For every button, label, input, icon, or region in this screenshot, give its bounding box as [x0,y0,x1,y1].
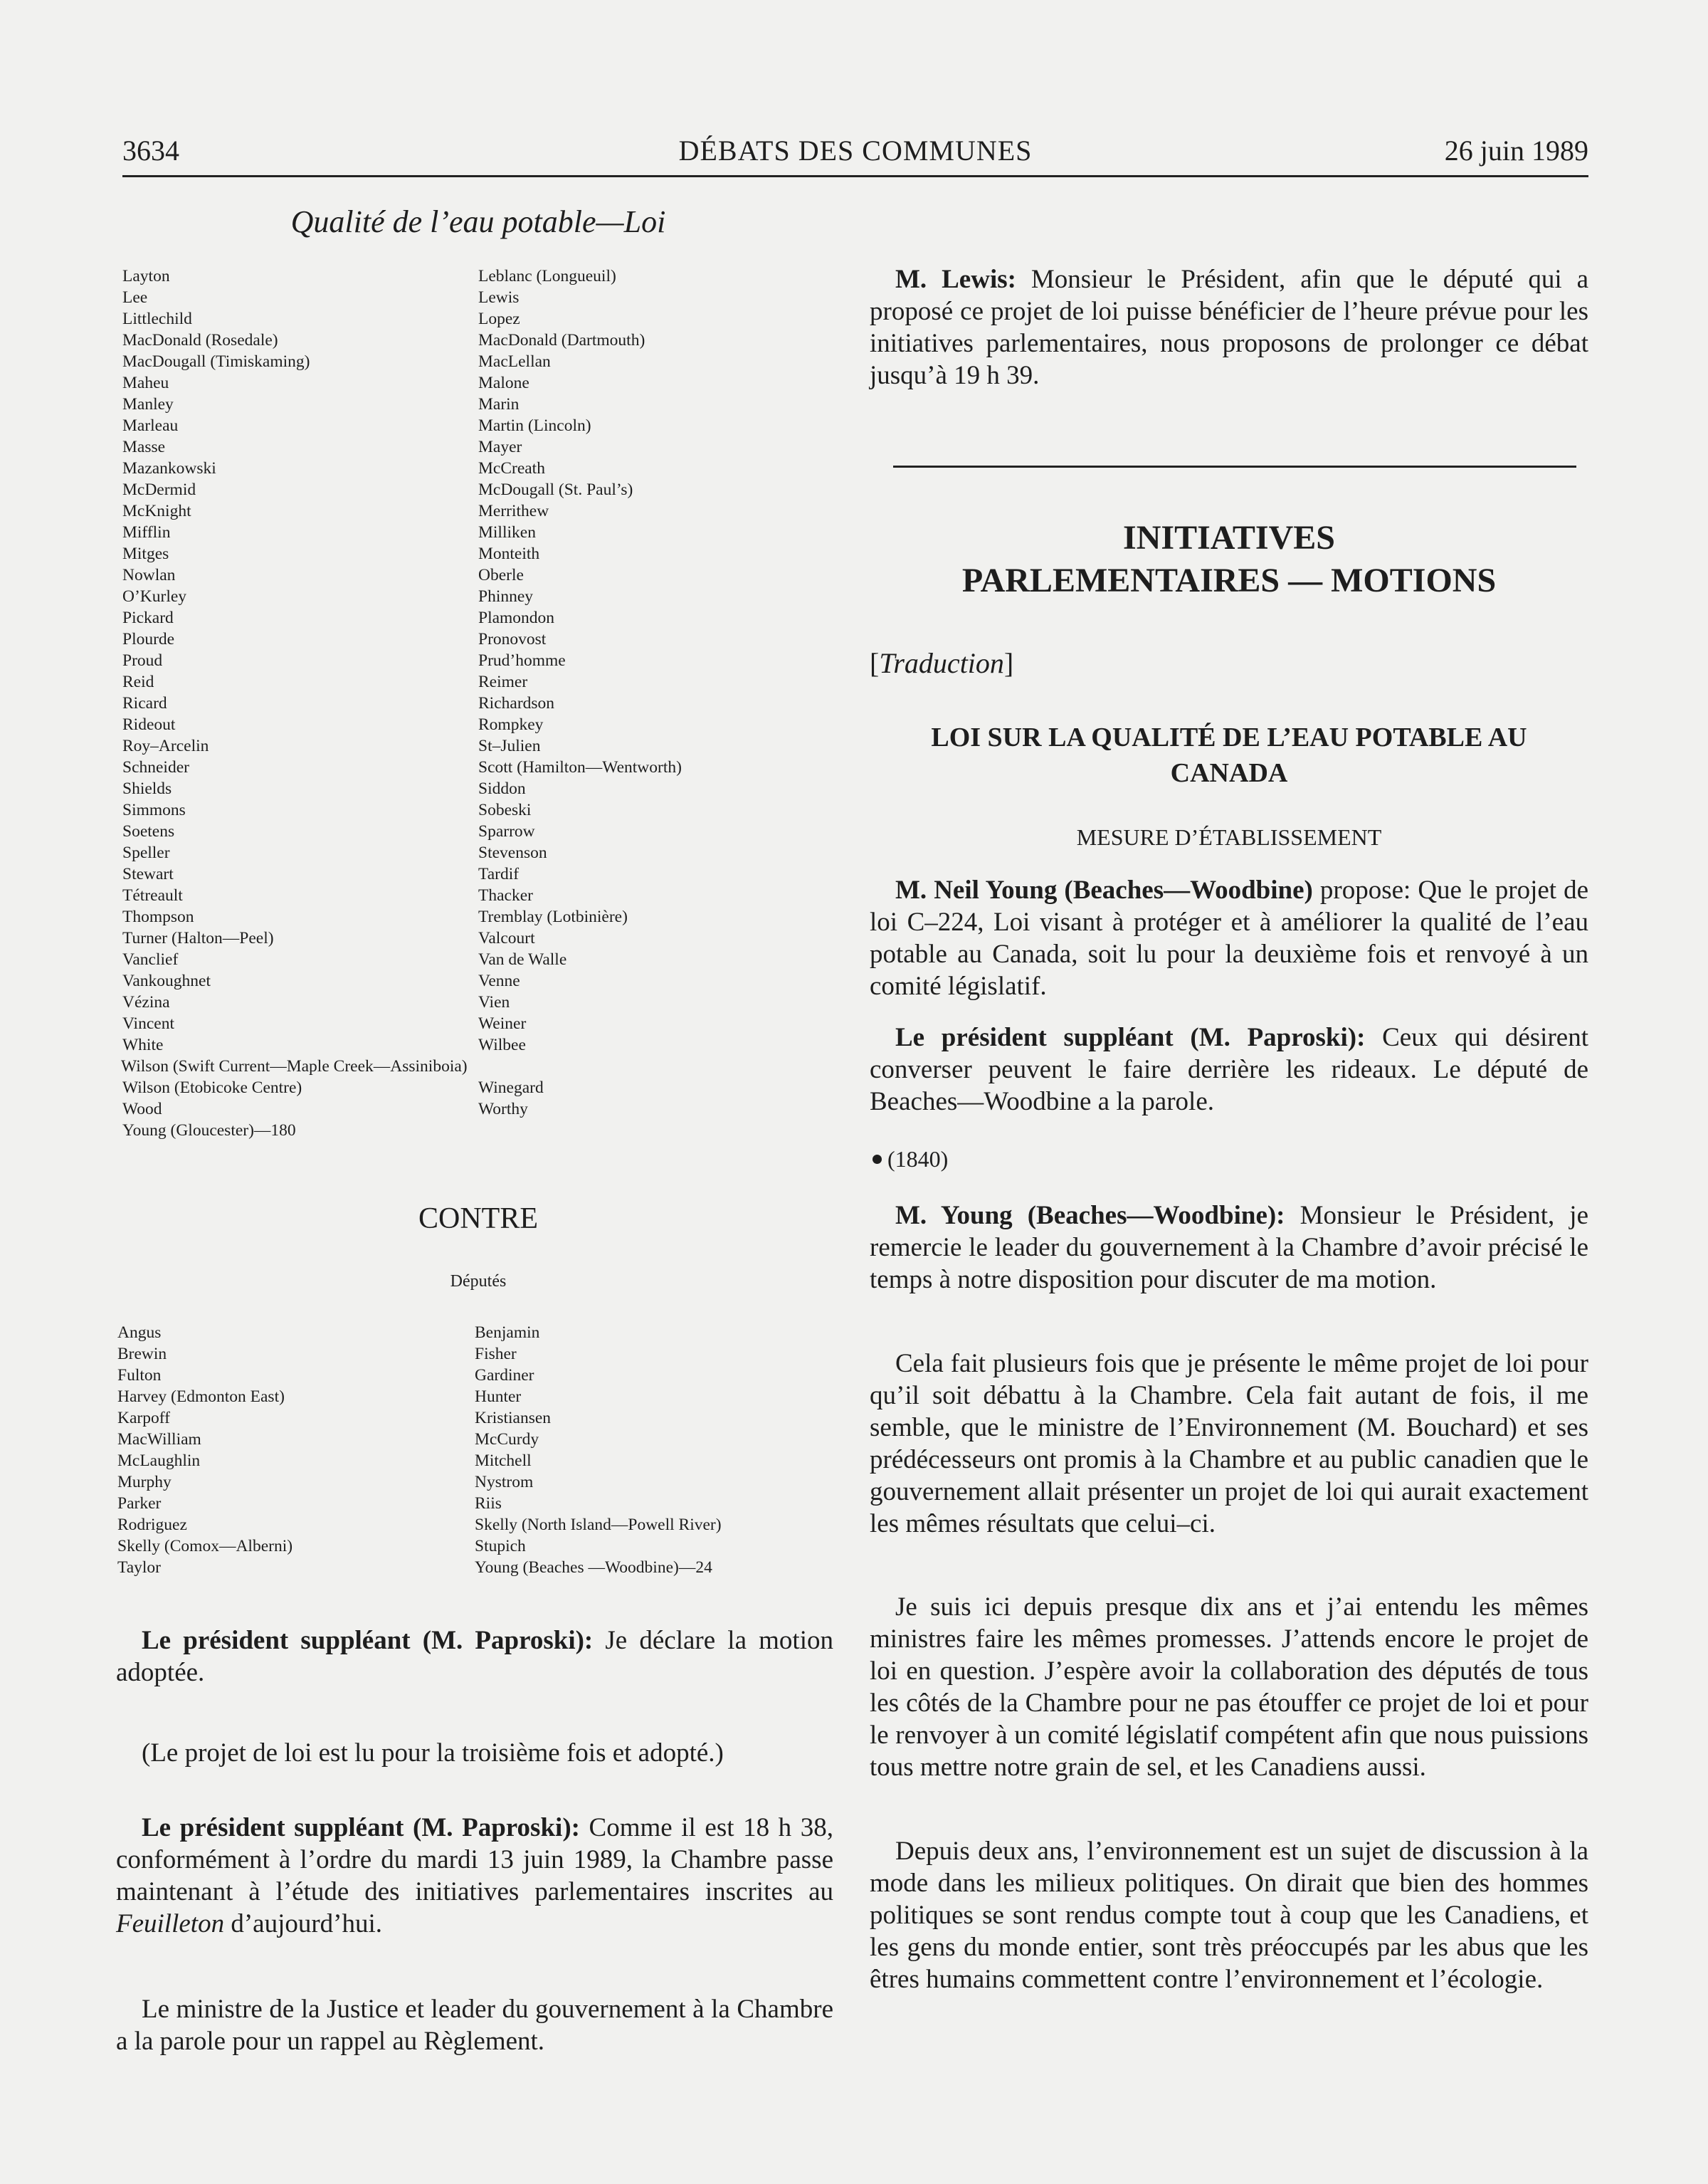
list-item: Nystrom [475,1473,534,1491]
speaker-name: M. Neil Young (Beaches—Woodbine) [895,876,1313,905]
header-rule [122,175,1588,177]
list-item: Stevenson [478,844,547,862]
list-item: Rideout [122,715,176,734]
list-item: Layton [122,267,170,285]
list-item: Richardson [478,694,555,713]
list-item: MacDonald (Rosedale) [122,331,278,350]
paragraph-several-times: Cela fait plusieurs fois que je présente le même projet de loi pour qu’il soit débattu à la Chambre. Cela fait autant de fois, il me semble, que le ministre de l’Environnement (M. Bouchard) et ses prédécesseurs ont promis à la Chambre et au public canadien que le gouvernement allait présenter un projet de loi qui aurait exactement les mêmes résultats que celui–ci. [870,1349,1588,1538]
list-item: Mitges [122,545,169,563]
paragraph-minister: Le ministre de la Justice et leader du gouvernement à la Chambre a la parole pour un rappel au Règlement. [116,1995,833,2056]
list-item: Harvey (Edmonton East) [117,1387,285,1406]
list-item: Reimer [478,673,528,691]
deputes-subheading: Députés [450,1272,507,1291]
list-item: Shields [122,779,172,798]
list-item: Lee [122,288,148,307]
contre-heading: CONTRE [418,1202,538,1235]
list-item: Karpoff [117,1409,170,1427]
list-item: Phinney [478,587,534,606]
list-item: Worthy [478,1100,528,1118]
list-item: Riis [475,1494,502,1513]
list-item: MacDougall (Timiskaming) [122,352,310,371]
page-header [122,134,1588,177]
pour-list-tail-column-2 [478,1077,544,1120]
paragraph-president: Le président suppléant (M. Paproski): Ceux qui désirent converser peuvent le faire derrière les rideaux. Le député de Beaches—Woodbine a la parole. [870,1023,1588,1116]
list-item: Sobeski [478,801,532,819]
list-item: St–Julien [478,737,541,755]
list-item: Young (Gloucester)—180 [122,1121,296,1140]
speaker-name: Le président suppléant (M. Paproski): [895,1023,1366,1052]
speaker-name: M. Young (Beaches—Woodbine): [895,1201,1285,1230]
contre-list-column-1 [117,1322,292,1578]
list-item: Pronovost [478,630,547,649]
list-item: Wilson (Etobicoke Centre) [122,1078,302,1097]
list-item: Marin [478,395,520,414]
translation-note: [Traduction] [870,647,1014,679]
list-item: Wilbee [478,1036,526,1054]
bill-title-line-2: CANADA [1170,758,1288,788]
list-item: Van de Walle [478,950,567,969]
list-item: Maheu [122,374,169,392]
list-item: Rompkey [478,715,544,734]
list-item: Mazankowski [122,459,216,478]
list-item: Weiner [478,1014,527,1033]
list-item: McDougall (St. Paul’s) [478,481,633,499]
list-item: Leblanc (Longueuil) [478,267,616,285]
list-item: Plourde [122,630,175,649]
list-item: Prud’homme [478,651,566,670]
list-item: Venne [478,972,520,990]
list-item: Young (Beaches —Woodbine)—24 [475,1558,712,1577]
list-item: Hunter [475,1387,522,1406]
list-item: Soetens [122,822,175,841]
list-item: Taylor [117,1558,161,1577]
list-item: Rodriguez [117,1516,187,1534]
list-item: Vankoughnet [122,972,211,990]
list-item: Oberle [478,566,524,584]
list-item: McLaughlin [117,1451,201,1470]
list-item: Gardiner [475,1366,534,1385]
pour-list-wide-entry [121,1056,468,1077]
list-item: Mifflin [122,523,171,542]
list-item: Kristiansen [475,1409,552,1427]
list-item: Martin (Lincoln) [478,416,591,435]
running-title: Qualité de l’eau potable—Loi [290,204,666,239]
list-item: Tardif [478,865,520,883]
paragraph-young-reply: M. Young (Beaches—Woodbine): Monsieur le Président, je remercie le leader du gouvernement à la Chambre d’avoir précisé le temps à notre disposition pour discuter de ma motion. [870,1201,1588,1294]
speaker-name: Le président suppléant (M. Paproski): [142,1626,594,1655]
list-item: Sparrow [478,822,535,841]
publication-title: DÉBATS DES COMMUNES [678,135,1033,167]
page-number: 3634 [122,135,179,167]
list-item: Reid [122,673,154,691]
list-item: Ricard [122,694,167,713]
list-item: Pickard [122,609,174,627]
list-item: Skelly (North Island—Powell River) [475,1516,722,1534]
list-item: Tremblay (Lotbinière) [478,908,628,926]
list-item: MacWilliam [117,1430,201,1449]
list-item: Manley [122,395,174,414]
measure-subheading: MESURE D’ÉTABLISSEMENT [1076,824,1382,850]
list-item: Winegard [478,1078,544,1097]
list-item: MacLellan [478,352,551,371]
list-item: Lewis [478,288,520,307]
list-item: Stewart [122,865,174,883]
paragraph-lewis: M. Lewis: Monsieur le Président, afin que le député qui a proposé ce projet de loi puisse bénéficier de l’heure prévue pour les initiatives parlementaires, nous proposons de prolonger ce débat jusqu’à 19 h 39. [870,265,1588,390]
list-item: Turner (Halton—Peel) [122,929,274,947]
list-item: Wood [122,1100,162,1118]
list-item: Mitchell [475,1451,532,1470]
list-item: McKnight [122,502,191,520]
list-item: Tétreault [122,886,183,905]
paragraph-young-motion: M. Neil Young (Beaches—Woodbine) propose: Que le projet de loi C–224, Loi visant à protéger et à améliorer la qualité de l’eau potable au Canada, soit lu pour la deuxième fois et renvoyé à un comité législatif. [870,876,1589,1001]
list-item: Siddon [478,779,526,798]
list-item: Plamondon [478,609,555,627]
list-item: Skelly (Comox—Alberni) [117,1537,293,1555]
list-item: Mayer [478,438,522,456]
paragraph-private-members: Le président suppléant (M. Paproski): Comme il est 18 h 38, conformément à l’ordre du mardi 13 juin 1989, la Chambre passe maintenant à l’étude des initiatives parlementaires inscrites au Feuilleton d’aujourd’hui. [116,1813,833,1938]
list-item: Marleau [122,416,179,435]
speaker-name: Le président suppléant (M. Paproski): [142,1813,580,1842]
list-item: Roy–Arcelin [122,737,209,755]
list-item: Vézina [122,993,170,1012]
list-item: Milliken [478,523,536,542]
list-item: Proud [122,651,163,670]
time-marker: (1840) [873,1146,948,1172]
list-item: McDermid [122,481,196,499]
section-heading-line-2: PARLEMENTAIRES — MOTIONS [961,562,1497,599]
list-item: Valcourt [478,929,535,947]
list-item: Monteith [478,545,540,563]
list-item: Thompson [122,908,194,926]
list-item: Malone [478,374,529,392]
pour-list-tail-column-1 [122,1077,302,1141]
pour-list-column-2 [478,266,682,1056]
bullet-icon [873,1155,882,1164]
list-item: Stupich [475,1537,526,1555]
list-item: McCreath [478,459,545,478]
list-item: Thacker [478,886,533,905]
list-item: Littlechild [122,310,192,328]
paragraph-third-reading: (Le projet de loi est lu pour la troisième fois et adopté.) [142,1738,724,1768]
list-item: Fisher [475,1345,517,1363]
paragraph-motion-adopted: Le président suppléant (M. Paproski): Je déclare la motion adoptée. [116,1626,833,1687]
list-item: Masse [122,438,166,456]
list-item: Brewin [117,1345,167,1363]
list-item: Speller [122,844,170,862]
list-item: Vien [478,993,510,1012]
contre-list-column-2 [475,1322,722,1578]
list-item: Vincent [122,1014,174,1033]
list-item: Simmons [122,801,186,819]
section-heading-line-1: INITIATIVES [1123,519,1335,557]
list-item: McCurdy [475,1430,539,1449]
publication-date: 26 juin 1989 [1444,135,1588,167]
list-item: Merrithew [478,502,549,520]
paragraph-ten-years: Je suis ici depuis presque dix ans et j’ai entendu les mêmes ministres faire les mêmes promesses. J’attends encore le projet de loi en question. J’espère avoir la collaboration des députés de tous les côtés de la Chambre pour ne pas étouffer ce projet de loi et pour le renvoyer à un comité législatif compétent afin que nous puissions tous mettre notre grain de sel, et les Canadiens aussi. [870,1592,1588,1782]
list-item: Angus [117,1323,162,1342]
list-item: Wilson (Swift Current—Maple Creek—Assiniboia) [121,1057,468,1076]
list-item: White [122,1036,164,1054]
list-item: Nowlan [122,566,176,584]
list-item: Lopez [478,310,520,328]
list-item: O’Kurley [122,587,187,606]
list-item: Fulton [117,1366,162,1385]
pour-list-column-1 [122,266,310,1056]
bill-title-line-1: LOI SUR LA QUALITÉ DE L’EAU POTABLE AU [931,723,1527,752]
list-item: Parker [117,1494,162,1513]
list-item: Murphy [117,1473,172,1491]
list-item: Benjamin [475,1323,540,1342]
list-item: MacDonald (Dartmouth) [478,331,645,350]
list-item: Scott (Hamilton—Wentworth) [478,758,682,777]
section-rule [893,466,1576,468]
list-item: Vanclief [122,950,179,969]
speaker-name: M. Lewis: [895,265,1016,294]
paragraph-environment: Depuis deux ans, l’environnement est un sujet de discussion à la mode dans les milieux politiques. On dirait que bien des hommes politiques se sont rendus compte tout à coup que les Canadiens, et les gens du monde entier, sont très préoccupés par les abus que les êtres humains commettent contre l’environnement et l’écologie. [870,1837,1588,1994]
list-item: Schneider [122,758,189,777]
